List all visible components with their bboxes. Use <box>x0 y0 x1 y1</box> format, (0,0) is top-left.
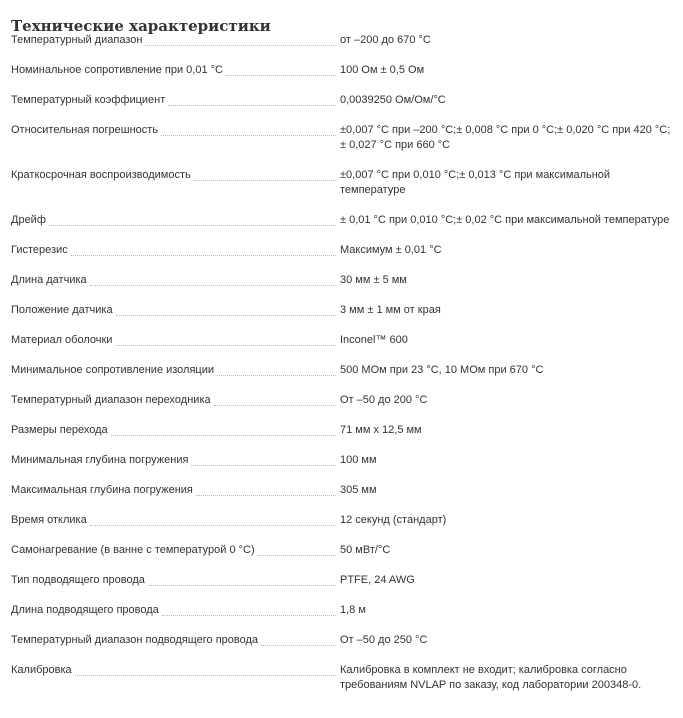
dotted-leader <box>90 284 336 286</box>
spec-key <box>11 213 336 228</box>
dotted-leader <box>71 254 336 256</box>
spec-key <box>11 123 336 138</box>
dotted-leader <box>214 404 336 406</box>
spec-value: PTFE, 24 AWG <box>340 574 415 586</box>
spec-label: Длина подводящего провода <box>11 604 159 616</box>
spec-label: Тип подводящего провода <box>11 574 145 586</box>
spec-value: 1,8 м <box>340 604 366 616</box>
spec-row <box>11 263 673 293</box>
spec-key <box>11 33 336 48</box>
spec-key <box>11 513 336 528</box>
spec-key <box>11 603 336 618</box>
spec-value: От –50 до 200 °C <box>340 394 428 406</box>
dotted-leader <box>145 44 336 46</box>
spec-key <box>11 243 336 258</box>
spec-label: Температурный диапазон переходника <box>11 394 211 406</box>
spec-row <box>11 443 673 473</box>
spec-key <box>11 93 336 108</box>
dotted-leader <box>261 644 336 646</box>
spec-value: от –200 до 670 °C <box>340 34 431 46</box>
spec-label: Гистерезис <box>11 244 68 256</box>
spec-label: Минимальная глубина погружения <box>11 454 189 466</box>
spec-row <box>11 233 673 263</box>
section-title: Технические характеристики <box>11 17 271 35</box>
spec-label: Минимальное сопротивление изоляции <box>11 364 215 376</box>
dotted-leader <box>116 314 336 316</box>
spec-value: ±0,007 °C при 0,010 °C;± 0,013 °C при максимальной температуре <box>340 169 611 196</box>
spec-value: 50 мВт/°C <box>340 544 391 556</box>
spec-key <box>11 393 336 408</box>
spec-row <box>11 53 673 83</box>
spec-label: Дрейф <box>11 214 46 226</box>
spec-key <box>11 333 336 348</box>
spec-row <box>11 653 673 698</box>
spec-label: Калибровка <box>11 664 72 676</box>
spec-row <box>11 593 673 623</box>
spec-key <box>11 543 336 558</box>
spec-key <box>11 483 336 498</box>
spec-row <box>11 203 673 233</box>
dotted-leader <box>90 524 336 526</box>
spec-row <box>11 113 673 158</box>
dotted-leader <box>49 224 336 226</box>
spec-value: 500 МОм при 23 °C, 10 МОм при 670 °C <box>340 364 544 376</box>
spec-label: Размеры перехода <box>11 424 108 436</box>
spec-key <box>11 168 336 183</box>
spec-label: Относительная погрешность <box>11 124 159 136</box>
spec-value: 3 мм ± 1 мм от края <box>340 304 441 316</box>
dotted-leader <box>196 494 336 496</box>
spec-value: 71 мм x 12,5 мм <box>340 424 422 436</box>
spec-row <box>11 383 673 413</box>
spec-value: Калибровка в комплект не входит; калибровка согласно требованиям NVLAP по заказу, код лаборатории 200348-0. <box>340 664 642 691</box>
spec-value: ± 0,01 °C при 0,010 °C;± 0,02 °C при максимальной температуре <box>340 214 670 226</box>
spec-key <box>11 423 336 438</box>
spec-label: Самонагревание (в ванне с температурой 0 °C) <box>11 544 255 556</box>
dotted-leader <box>217 374 336 376</box>
spec-label: Номинальное сопротивление при 0,01 °C <box>11 64 223 76</box>
dotted-leader <box>162 614 336 616</box>
spec-label: Длина датчика <box>11 274 87 286</box>
spec-value: 100 Ом ± 0,5 Ом <box>340 64 425 76</box>
spec-key <box>11 573 336 588</box>
spec-value: 100 мм <box>340 454 377 466</box>
spec-key <box>11 633 336 648</box>
spec-value: 305 мм <box>340 484 377 496</box>
spec-label: Положение датчика <box>11 304 113 316</box>
spec-label: Краткосрочная воспроизводимость <box>11 169 191 181</box>
dotted-leader <box>161 134 336 136</box>
spec-label: Максимальная глубина погружения <box>11 484 193 496</box>
dotted-leader <box>191 464 336 466</box>
spec-label: Температурный диапазон <box>11 34 143 46</box>
spec-row <box>11 33 673 53</box>
spec-value: ±0,007 °C при –200 °C;± 0,008 °C при 0 °C;± 0,020 °C при 420 °C; ± 0,027 °C при 660 °C <box>340 124 671 151</box>
dotted-leader <box>226 74 336 76</box>
spec-key <box>11 663 336 678</box>
spec-key <box>11 363 336 378</box>
spec-row <box>11 293 673 323</box>
spec-row <box>11 503 673 533</box>
spec-value: 30 мм ± 5 мм <box>340 274 407 286</box>
spec-label: Материал оболочки <box>11 334 113 346</box>
dotted-leader <box>258 554 336 556</box>
dotted-leader <box>168 104 336 106</box>
dotted-leader <box>75 674 336 676</box>
spec-row <box>11 353 673 383</box>
spec-key <box>11 63 336 78</box>
dotted-leader <box>111 434 336 436</box>
spec-key <box>11 303 336 318</box>
spec-value: Inconel™ 600 <box>340 334 408 346</box>
spec-label: Время отклика <box>11 514 87 526</box>
spec-value: Максимум ± 0,01 °C <box>340 244 442 256</box>
spec-row <box>11 473 673 503</box>
spec-value: От –50 до 250 °C <box>340 634 428 646</box>
spec-row <box>11 83 673 113</box>
specs-list <box>11 33 673 698</box>
spec-value: 0,0039250 Ом/Ом/°C <box>340 94 446 106</box>
spec-row <box>11 623 673 653</box>
spec-key <box>11 273 336 288</box>
dotted-leader <box>148 584 336 586</box>
spec-row <box>11 563 673 593</box>
spec-row <box>11 323 673 353</box>
dotted-leader <box>194 179 336 181</box>
spec-label: Температурный диапазон подводящего провода <box>11 634 259 646</box>
dotted-leader <box>115 344 336 346</box>
spec-row <box>11 533 673 563</box>
spec-value: 12 секунд (стандарт) <box>340 514 447 526</box>
spec-row <box>11 158 673 203</box>
spec-key <box>11 453 336 468</box>
spec-row <box>11 413 673 443</box>
spec-label: Температурный коэффициент <box>11 94 166 106</box>
